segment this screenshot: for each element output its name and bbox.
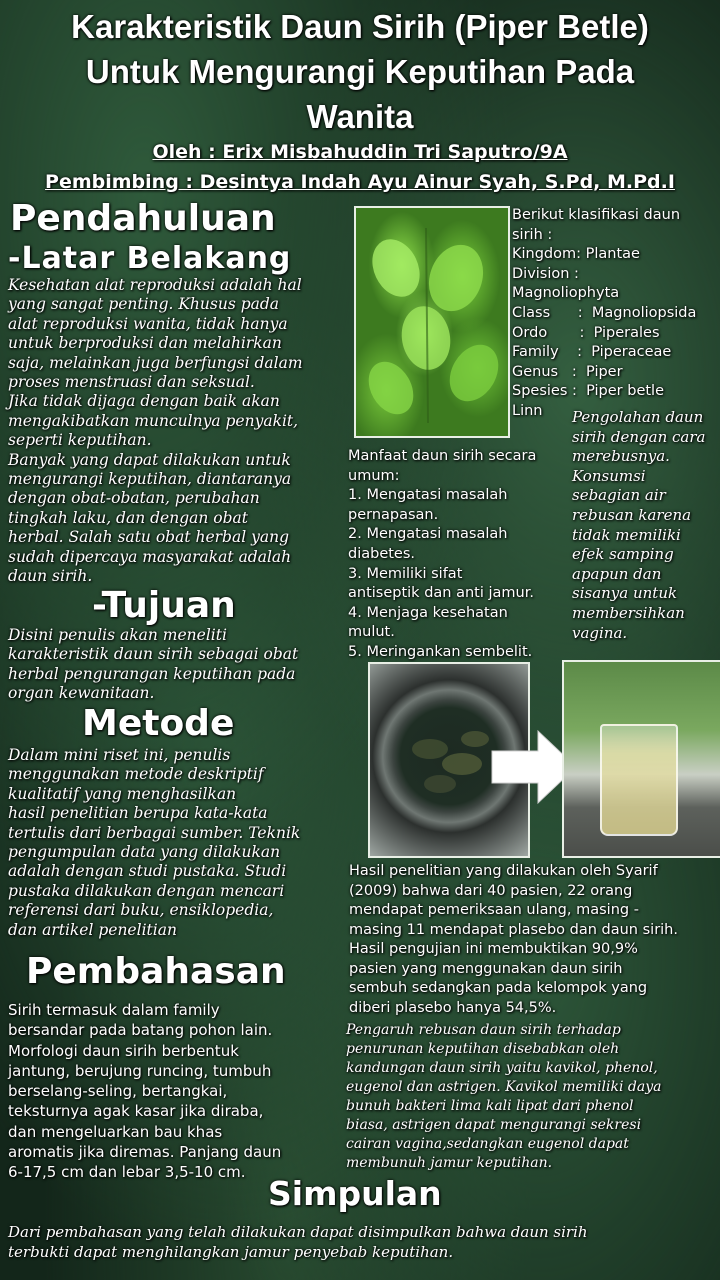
text-line: eugenol dan astrigen. Kavikol memiliki daya	[346, 1079, 662, 1095]
text-line: Magnoliophyta	[512, 285, 620, 302]
text-line: mengurangi keputihan, diantaranya	[8, 470, 292, 489]
text-line: Banyak yang dapat dilakukan untuk	[8, 450, 291, 469]
latar-belakang-heading: -Latar Belakang	[8, 241, 292, 276]
pembahasan-heading: Pembahasan	[26, 951, 286, 992]
text-line: tidak memiliki	[572, 525, 681, 544]
text-line: dengan obat-obatan, perubahan	[8, 489, 260, 508]
text-line: Kingdom: Plantae	[512, 246, 640, 263]
text-line: adalah dengan studi pustaka. Studi	[8, 862, 287, 881]
text-line: Division :	[512, 265, 579, 282]
text-line: Konsumsi	[572, 466, 646, 485]
text-line: Genus : Piper	[512, 363, 623, 380]
text-line: sudah dipercaya masyarakat adalah	[8, 547, 292, 566]
text-line: diabetes.	[348, 545, 416, 562]
text-line: Hasil penelitian yang dilakukan oleh Syarif	[349, 863, 658, 879]
text-line: cairan vagina,sedangkan eugenol dapat	[346, 1136, 629, 1152]
text-line: mengakibatkan munculnya penyakit,	[8, 411, 299, 430]
text-line: terbukti dapat menghilangkan jamur penyebab keputihan.	[8, 1243, 454, 1261]
manfaat-text	[348, 447, 570, 663]
text-line: Dalam mini riset ini, penulis	[8, 746, 231, 764]
text-line: menggunakan metode deskriptif	[8, 765, 264, 784]
text-line: dan artikel penelitian	[8, 920, 177, 939]
text-line: efek samping	[572, 545, 674, 564]
text-line: sisanya untuk	[572, 584, 678, 603]
text-line: Morfologi daun sirih berbentuk	[8, 1041, 239, 1060]
text-line: pernapasan.	[348, 506, 439, 523]
text-line: Sirih termasuk dalam family	[8, 1001, 220, 1019]
metode-text	[8, 746, 358, 940]
title-line-1: Karakteristik Daun Sirih (Piper Betle)	[71, 8, 649, 45]
text-line: antiseptik dan anti jamur.	[348, 585, 534, 602]
glass-icon	[600, 724, 678, 836]
metode-heading: Metode	[82, 703, 235, 744]
text-line: kualitatif yang menghasilkan	[8, 784, 237, 803]
text-line: herbal pengurangan keputihan pada	[8, 664, 296, 683]
text-line: Class : Magnoliopsida	[512, 304, 697, 321]
text-line: merebusnya.	[572, 447, 670, 466]
text-line: 2. Mengatasi masalah	[348, 526, 508, 543]
text-line: sirih dengan cara	[572, 427, 706, 446]
tujuan-heading: -Tujuan	[92, 585, 236, 626]
text-line: bunuh bakteri lima kali lipat dari phenol	[346, 1098, 634, 1114]
text-line: sembuh sedangkan pada kelompok yang	[349, 980, 648, 996]
latar-belakang-text	[8, 276, 358, 587]
text-line: yang sangat penting. Khusus pada	[8, 295, 280, 314]
text-line: saja, melainkan juga berfungsi dalam	[8, 353, 303, 372]
tujuan-text	[8, 626, 358, 704]
text-line: jantung, berujung runcing, tumbuh	[8, 1061, 272, 1080]
text-line: sirih :	[512, 226, 553, 243]
text-line: 1. Mengatasi masalah	[348, 487, 508, 504]
text-line: pasien yang menggunakan daun sirih	[349, 960, 623, 977]
title-line-3: Wanita	[306, 98, 414, 135]
text-line: membersihkan	[572, 603, 685, 622]
text-line: dan mengeluarkan bau khas	[8, 1122, 223, 1141]
text-line: apapun dan	[572, 564, 662, 583]
title-line-2: Untuk Mengurangi Keputihan Pada	[85, 53, 635, 90]
text-line: herbal. Salah satu obat herbal yang	[8, 528, 290, 547]
text-line: (2009) bahwa dari 40 pasien, 22 orang	[349, 882, 633, 899]
text-line: seperti keputihan.	[8, 431, 152, 450]
mentor-line: Pembimbing : Desintya Indah Ayu Ainur Syah, S.Pd, M.Pd.I	[45, 171, 675, 193]
text-line: mulut.	[348, 624, 395, 641]
text-line: pengumpulan data yang dilakukan	[8, 843, 281, 862]
text-line: penurunan keputihan disebabkan oleh	[346, 1041, 620, 1057]
text-line: biasa, astrigen dapat mengurangi sekresi	[346, 1117, 642, 1133]
glass-water-photo	[562, 660, 720, 858]
text-line: umum:	[348, 467, 400, 484]
hasil-text	[349, 862, 720, 1018]
text-line: 4. Menjaga kesehatan	[348, 604, 508, 621]
text-line: sebagian air	[572, 486, 666, 505]
text-line: bersandar pada batang pohon lain.	[8, 1021, 273, 1040]
text-line: Linn	[512, 402, 543, 419]
text-line: Manfaat daun sirih secara	[348, 448, 537, 464]
pembahasan-text	[8, 1000, 353, 1183]
text-line: diberi plasebo hanya 54,5%.	[349, 999, 557, 1016]
text-line: Family : Piperaceae	[512, 344, 672, 361]
text-line: Ordo : Piperales	[512, 324, 660, 341]
text-line: proses menstruasi dan seksual.	[8, 373, 255, 392]
text-line: Pengolahan daun	[572, 408, 704, 426]
text-line: Hasil pengujian ini membuktikan 90,9%	[349, 941, 638, 957]
text-line: mendapat pemeriksaan ulang, masing -	[349, 902, 639, 918]
text-line: hasil penelitian berupa kata-kata	[8, 804, 268, 823]
pendahuluan-heading: Pendahuluan	[10, 198, 276, 239]
text-line: 6-17,5 cm dan lebar 3,5-10 cm.	[8, 1163, 246, 1182]
text-line: rebusan karena	[572, 505, 692, 524]
text-line: membunuh jamur keputihan.	[346, 1155, 553, 1171]
pengolahan-text	[572, 408, 718, 643]
text-line: 5. Meringankan sembelit.	[348, 643, 533, 660]
betel-leaf-photo	[354, 206, 510, 438]
text-line: teksturnya agak kasar jika diraba,	[8, 1102, 264, 1121]
text-line: aromatis jika diremas. Panjang daun	[8, 1143, 282, 1162]
text-line: vagina.	[572, 623, 628, 642]
text-line: masing 11 mendapat plasebo dan daun sirih.	[349, 921, 678, 938]
text-line: Pengaruh rebusan daun sirih terhadap	[346, 1022, 621, 1038]
simpulan-heading: Simpulan	[268, 1174, 442, 1213]
text-line: Dari pembahasan yang telah dilakukan dapat disimpulkan bahwa daun sirih	[8, 1223, 588, 1241]
text-line: untuk berproduksi dan melahirkan	[8, 334, 282, 353]
text-line: Disini penulis akan meneliti	[8, 626, 227, 644]
text-line: alat reproduksi wanita, tidak hanya	[8, 314, 288, 333]
text-line: tingkah laku, dan dengan obat	[8, 508, 249, 527]
pengaruh-text	[346, 1021, 720, 1173]
text-line: kandungan daun sirih yaitu kavikol, phenol,	[346, 1060, 658, 1076]
leaf-shapes-icon	[356, 208, 508, 436]
text-line: organ kewanitaan.	[8, 684, 155, 703]
poster-title	[0, 4, 720, 139]
text-line: referensi dari buku, ensiklopedia,	[8, 901, 274, 920]
text-line: Spesies : Piper betle	[512, 383, 665, 400]
text-line: daun sirih.	[8, 567, 93, 586]
author-line: Oleh : Erix Misbahuddin Tri Saputro/9A	[152, 141, 568, 163]
klasifikasi-text	[512, 206, 720, 422]
text-line: Berikut klasifikasi daun	[512, 207, 681, 223]
text-line: Kesehatan alat reproduksi adalah hal	[8, 276, 302, 294]
text-line: karakteristik daun sirih sebagai obat	[8, 645, 299, 664]
text-line: 3. Memiliki sifat	[348, 565, 463, 582]
text-line: pustaka dilakukan dengan mencari	[8, 881, 285, 900]
text-line: Jika tidak dijaga dengan baik akan	[8, 392, 280, 411]
simpulan-text	[8, 1222, 720, 1262]
text-line: tertulis dari berbagai sumber. Teknik	[8, 823, 301, 842]
text-line: berselang-seling, bertangkai,	[8, 1082, 228, 1101]
